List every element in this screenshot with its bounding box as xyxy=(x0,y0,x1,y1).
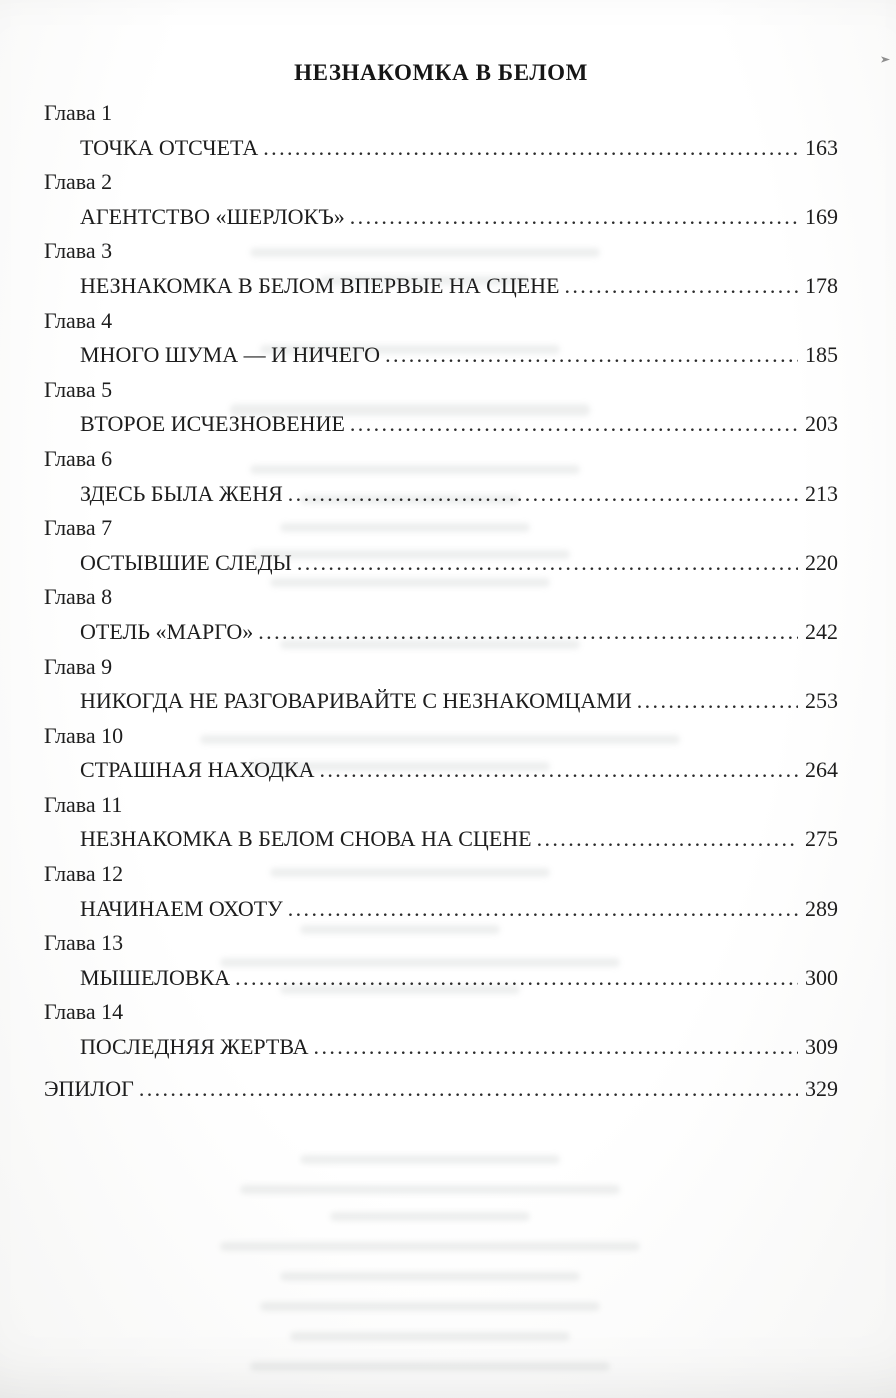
toc-line xyxy=(44,892,838,927)
dot-leader xyxy=(263,131,798,166)
table-of-contents xyxy=(44,54,838,1106)
toc-line xyxy=(44,407,838,442)
dot-leader xyxy=(288,892,798,927)
chapter-title: НИКОГДА НЕ РАЗГОВАРИВАЙТЕ С НЕЗНАКОМЦАМИ xyxy=(80,688,632,714)
page-number: 289 xyxy=(805,895,838,921)
page-number: 220 xyxy=(805,549,838,575)
toc-entry xyxy=(44,234,838,303)
toc-line xyxy=(44,131,838,166)
dot-leader xyxy=(537,822,798,857)
chapter-label: Глава 13 xyxy=(44,930,124,956)
chapter-title: СТРАШНАЯ НАХОДКА xyxy=(80,757,315,783)
dot-leader xyxy=(319,753,798,788)
page-number: 264 xyxy=(805,757,838,783)
dot-leader xyxy=(258,615,798,650)
chapter-title: ОТЕЛЬ «МАРГО» xyxy=(80,618,254,644)
chapter-title: ЗДЕСЬ БЫЛА ЖЕНЯ xyxy=(80,480,283,506)
chapter-title: НАЧИНАЕМ ОХОТУ xyxy=(80,895,283,921)
page-number: 309 xyxy=(805,1034,838,1060)
toc-entries xyxy=(44,96,838,1065)
chapter-label: Глава 7 xyxy=(44,515,113,541)
chapter-label: Глава 12 xyxy=(44,861,124,887)
bleedthrough-ghost xyxy=(280,1272,580,1281)
toc-line xyxy=(44,961,838,996)
toc-line xyxy=(44,615,838,650)
page-number: 203 xyxy=(805,411,838,437)
dot-leader xyxy=(350,200,798,235)
chapter-label: Глава 5 xyxy=(44,376,113,402)
chapter-label: Глава 4 xyxy=(44,307,113,333)
toc-entry xyxy=(44,511,838,580)
page-title: НЕЗНАКОМКА В БЕЛОМ xyxy=(294,60,588,85)
toc-line xyxy=(44,477,838,512)
bleedthrough-ghost xyxy=(330,1212,530,1221)
toc-entry xyxy=(44,442,838,511)
toc-line xyxy=(44,338,838,373)
dot-leader xyxy=(297,546,798,581)
bleedthrough-ghost xyxy=(250,1362,610,1371)
toc-entry xyxy=(44,857,838,926)
toc-entry xyxy=(44,165,838,234)
toc-entry xyxy=(44,995,838,1064)
epilogue-label: ЭПИЛОГ xyxy=(44,1075,134,1101)
bleedthrough-ghost xyxy=(220,1242,640,1251)
dot-leader xyxy=(139,1072,798,1107)
toc-line xyxy=(44,753,838,788)
toc-line xyxy=(44,269,838,304)
chapter-title: ТОЧКА ОТСЧЕТА xyxy=(80,134,259,160)
chapter-title: НЕЗНАКОМКА В БЕЛОМ СНОВА НА СЦЕНЕ xyxy=(80,826,532,852)
toc-line xyxy=(44,546,838,581)
page-number: 213 xyxy=(805,480,838,506)
dot-leader xyxy=(288,477,798,512)
page-number: 253 xyxy=(805,688,838,714)
page-number: 300 xyxy=(805,964,838,990)
chapter-title: ПОСЛЕДНЯЯ ЖЕРТВА xyxy=(80,1034,309,1060)
toc-entry xyxy=(44,650,838,719)
chapter-title: НЕЗНАКОМКА В БЕЛОМ ВПЕРВЫЕ НА СЦЕНЕ xyxy=(80,272,560,298)
dot-leader xyxy=(235,961,798,996)
toc-entry xyxy=(44,373,838,442)
chapter-label: Глава 14 xyxy=(44,999,124,1025)
page-number: 163 xyxy=(805,134,838,160)
page-number: 275 xyxy=(805,826,838,852)
page-number: 242 xyxy=(805,618,838,644)
toc-line xyxy=(44,822,838,857)
toc-entry xyxy=(44,788,838,857)
chapter-label: Глава 10 xyxy=(44,722,124,748)
toc-line xyxy=(44,684,838,719)
chapter-title: ОСТЫВШИЕ СЛЕДЫ xyxy=(80,549,292,575)
toc-entry xyxy=(44,719,838,788)
toc-entry-epilogue xyxy=(44,1072,838,1107)
toc-entry xyxy=(44,96,838,165)
dot-leader xyxy=(565,269,799,304)
epilogue-page-number: 329 xyxy=(805,1075,838,1101)
dot-leader xyxy=(314,1030,798,1065)
toc-entry xyxy=(44,304,838,373)
scan-artifact xyxy=(881,55,890,64)
page-number: 185 xyxy=(805,342,838,368)
chapter-title: МНОГО ШУМА — И НИЧЕГО xyxy=(80,342,381,368)
toc-line xyxy=(44,1030,838,1065)
dot-leader xyxy=(385,338,798,373)
dot-leader xyxy=(350,407,798,442)
chapter-title: ВТОРОЕ ИСЧЕЗНОВЕНИЕ xyxy=(80,411,345,437)
chapter-label: Глава 8 xyxy=(44,584,113,610)
toc-line xyxy=(44,200,838,235)
chapter-label: Глава 11 xyxy=(44,791,123,817)
bleedthrough-ghost xyxy=(260,1302,600,1311)
chapter-label: Глава 6 xyxy=(44,445,113,471)
chapter-label: Глава 3 xyxy=(44,238,113,264)
bleedthrough-ghost xyxy=(240,1185,620,1194)
bleedthrough-ghost xyxy=(300,1155,560,1164)
toc-entry xyxy=(44,926,838,995)
page-number: 178 xyxy=(805,272,838,298)
bleedthrough-ghost xyxy=(290,1332,570,1341)
chapter-label: Глава 1 xyxy=(44,100,113,125)
chapter-title: АГЕНТСТВО «ШЕРЛОКЪ» xyxy=(80,203,345,229)
chapter-title: МЫШЕЛОВКА xyxy=(80,964,231,990)
toc-entry xyxy=(44,580,838,649)
chapter-label: Глава 2 xyxy=(44,169,113,195)
page-number: 169 xyxy=(805,203,838,229)
dot-leader xyxy=(637,684,798,719)
chapter-label: Глава 9 xyxy=(44,653,113,679)
